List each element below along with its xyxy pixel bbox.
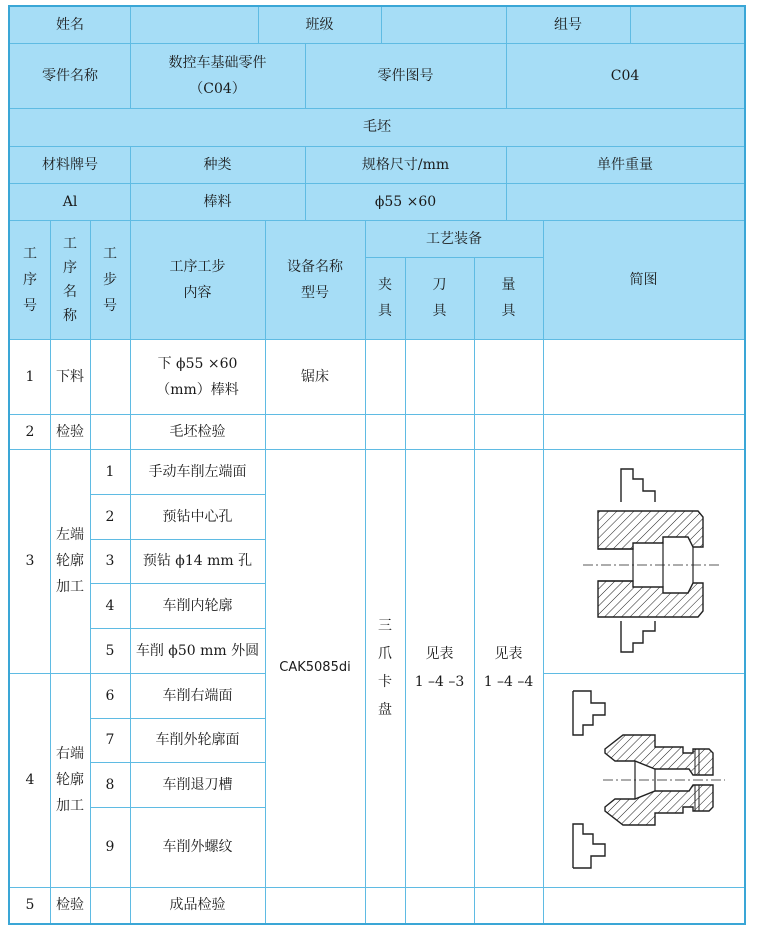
spec-label: 规格尺寸/mm (361, 156, 450, 173)
r2-no: 2 (25, 423, 35, 440)
grid-line (90, 628, 265, 629)
grid-line (10, 339, 744, 340)
r4-name-line2: 轮廓 (56, 772, 84, 788)
col-content-line1: 工序工步 (169, 258, 226, 275)
part-name-line2: （C04） (189, 80, 246, 97)
grid-line (543, 220, 544, 923)
col-gauge (474, 257, 543, 339)
r2-content: 毛坯检验 (169, 423, 226, 440)
r1-no: 1 (25, 368, 35, 385)
grid-line (506, 146, 507, 220)
drawing-no-label: 零件图号 (377, 67, 434, 84)
r3-name-line3: 加工 (56, 579, 84, 595)
gauge-line1: 见表 (494, 646, 523, 662)
col-proc-name-c3: 称 (63, 307, 77, 324)
shared-cutter (405, 449, 474, 887)
process-card (8, 5, 746, 925)
col-proc-name (50, 220, 90, 339)
col-gauge-c1: 具 (501, 303, 516, 319)
fixture-c1: 爪 (378, 646, 392, 662)
grid-line (10, 43, 744, 44)
step-content: 车削退刀槽 (162, 776, 233, 793)
col-cutter (405, 257, 474, 339)
col-proc-no (10, 220, 50, 339)
r2-name: 检验 (56, 423, 84, 440)
shared-fixture (365, 449, 405, 887)
grid-line (506, 7, 507, 43)
step-no: 4 (105, 597, 115, 614)
col-step-no-c0: 工 (103, 245, 117, 262)
step-no: 7 (105, 732, 115, 748)
col-step-no-c2: 号 (103, 297, 117, 314)
grid-line (90, 718, 265, 719)
fixture-c2: 卡 (378, 674, 392, 690)
class-label: 班级 (305, 17, 334, 33)
r5-no: 5 (25, 897, 35, 913)
cutter-line2: 1 –4 –3 (414, 674, 465, 690)
grid-line (10, 183, 744, 184)
step-content: 车削右端面 (162, 687, 233, 704)
step-no: 5 (105, 642, 115, 659)
col-tooling: 工艺装备 (426, 230, 482, 247)
grid-line (365, 220, 366, 923)
grid-line (10, 449, 744, 450)
col-equipment (265, 220, 365, 339)
part-name-value (130, 43, 305, 108)
blank-title: 毛坯 (363, 119, 391, 135)
grid-line (10, 146, 744, 147)
col-step-no-c1: 步 (103, 271, 117, 288)
r1-equipment: 锯床 (301, 368, 329, 385)
step-no: 2 (105, 508, 115, 525)
col-step-no (90, 220, 130, 339)
sketch-left-end (543, 449, 744, 673)
step-no: 1 (105, 463, 115, 480)
r1-name: 下料 (56, 368, 84, 385)
grid-line (90, 583, 265, 584)
sketch-right-end (543, 673, 744, 887)
r1-content-line1: 下 ϕ55 ×60 (157, 355, 238, 372)
r4-name-line3: 加工 (56, 798, 84, 814)
step-content: 车削内轮廓 (162, 597, 233, 614)
r1-content-line2: （mm）棒料 (156, 381, 239, 398)
step-no: 6 (105, 687, 115, 704)
r4-name-line1: 右端 (56, 746, 84, 762)
r3-name-line2: 轮廓 (56, 553, 84, 569)
material-value: Al (62, 193, 78, 210)
grid-line (90, 494, 265, 495)
grid-line (130, 146, 131, 220)
col-proc-name-c0: 工 (63, 235, 77, 252)
col-fixture-c1: 具 (378, 303, 392, 319)
grid-line (474, 257, 475, 923)
cutter-line1: 见表 (425, 646, 454, 662)
weight-label: 单件重量 (597, 156, 653, 173)
grid-line (130, 220, 131, 923)
material-label: 材料牌号 (42, 156, 98, 173)
col-proc-no-c0: 工 (23, 245, 37, 262)
drawing-no-value: C04 (610, 67, 640, 84)
grid-line (90, 762, 265, 763)
col-cutter-c1: 具 (432, 303, 447, 319)
r3-name (50, 449, 90, 673)
grid-line (258, 7, 259, 43)
fixture-c0: 三 (378, 618, 392, 634)
step-content: 车削外轮廓面 (155, 732, 240, 748)
col-fixture-c0: 夹 (378, 277, 392, 293)
spec-value: ϕ55 ×60 (374, 193, 437, 210)
step-content: 车削外螺纹 (162, 839, 233, 855)
col-content (130, 220, 265, 339)
name-label: 姓名 (56, 17, 84, 33)
grid-line (90, 220, 91, 923)
grid-line (130, 43, 131, 108)
col-fixture (365, 257, 405, 339)
r5-name: 检验 (56, 897, 84, 913)
type-label: 种类 (203, 156, 232, 173)
r4-name (50, 673, 90, 887)
col-proc-no-c2: 号 (23, 297, 37, 314)
grid-line (506, 43, 507, 108)
r5-content: 成品检验 (169, 897, 226, 913)
r4-no: 4 (25, 772, 35, 788)
r3-no: 3 (25, 553, 35, 569)
step-content: 预钻中心孔 (162, 508, 233, 525)
group-label: 组号 (554, 17, 582, 33)
grid-line (630, 7, 631, 43)
gauge-line2: 1 –4 –4 (483, 674, 534, 690)
grid-line (381, 7, 382, 43)
col-proc-name-c1: 序 (63, 259, 77, 276)
grid-line (10, 673, 265, 674)
r1-content (130, 339, 265, 414)
grid-line (405, 257, 406, 923)
grid-line (10, 887, 744, 888)
grid-line (10, 108, 744, 109)
grid-line (130, 7, 131, 43)
grid-line (50, 220, 51, 923)
col-proc-no-c1: 序 (23, 271, 37, 288)
grid-line (365, 257, 543, 258)
grid-line (305, 43, 306, 108)
step-no: 9 (105, 839, 115, 855)
shared-gauge (474, 449, 543, 887)
part-name-line1: 数控车基础零件 (168, 54, 267, 71)
col-cutter-c0: 刀 (432, 277, 447, 293)
col-content-line2: 内容 (183, 284, 212, 301)
r3-name-line1: 左端 (56, 527, 84, 543)
grid-line (305, 146, 306, 220)
grid-line (543, 673, 744, 674)
col-equipment-line2: 型号 (301, 284, 329, 301)
step-content: 手动车削左端面 (148, 463, 247, 480)
fixture-c3: 盘 (378, 702, 392, 718)
part-name-label: 零件名称 (42, 67, 98, 84)
grid-line (10, 414, 744, 415)
grid-line (10, 220, 744, 221)
col-proc-name-c2: 名 (63, 283, 77, 300)
col-equipment-line1: 设备名称 (287, 258, 343, 275)
type-value: 棒料 (203, 193, 232, 210)
col-sketch: 简图 (629, 271, 658, 288)
grid-line (265, 220, 266, 923)
col-gauge-c0: 量 (501, 277, 516, 293)
step-no: 3 (105, 553, 115, 569)
grid-line (90, 807, 265, 808)
grid-line (90, 539, 265, 540)
shared-equipment: CAK5085di (279, 660, 351, 675)
step-content: 车削 ϕ50 mm 外圆 (135, 642, 260, 659)
step-content: 预钻 ϕ14 mm 孔 (142, 553, 253, 569)
step-no: 8 (105, 776, 115, 793)
